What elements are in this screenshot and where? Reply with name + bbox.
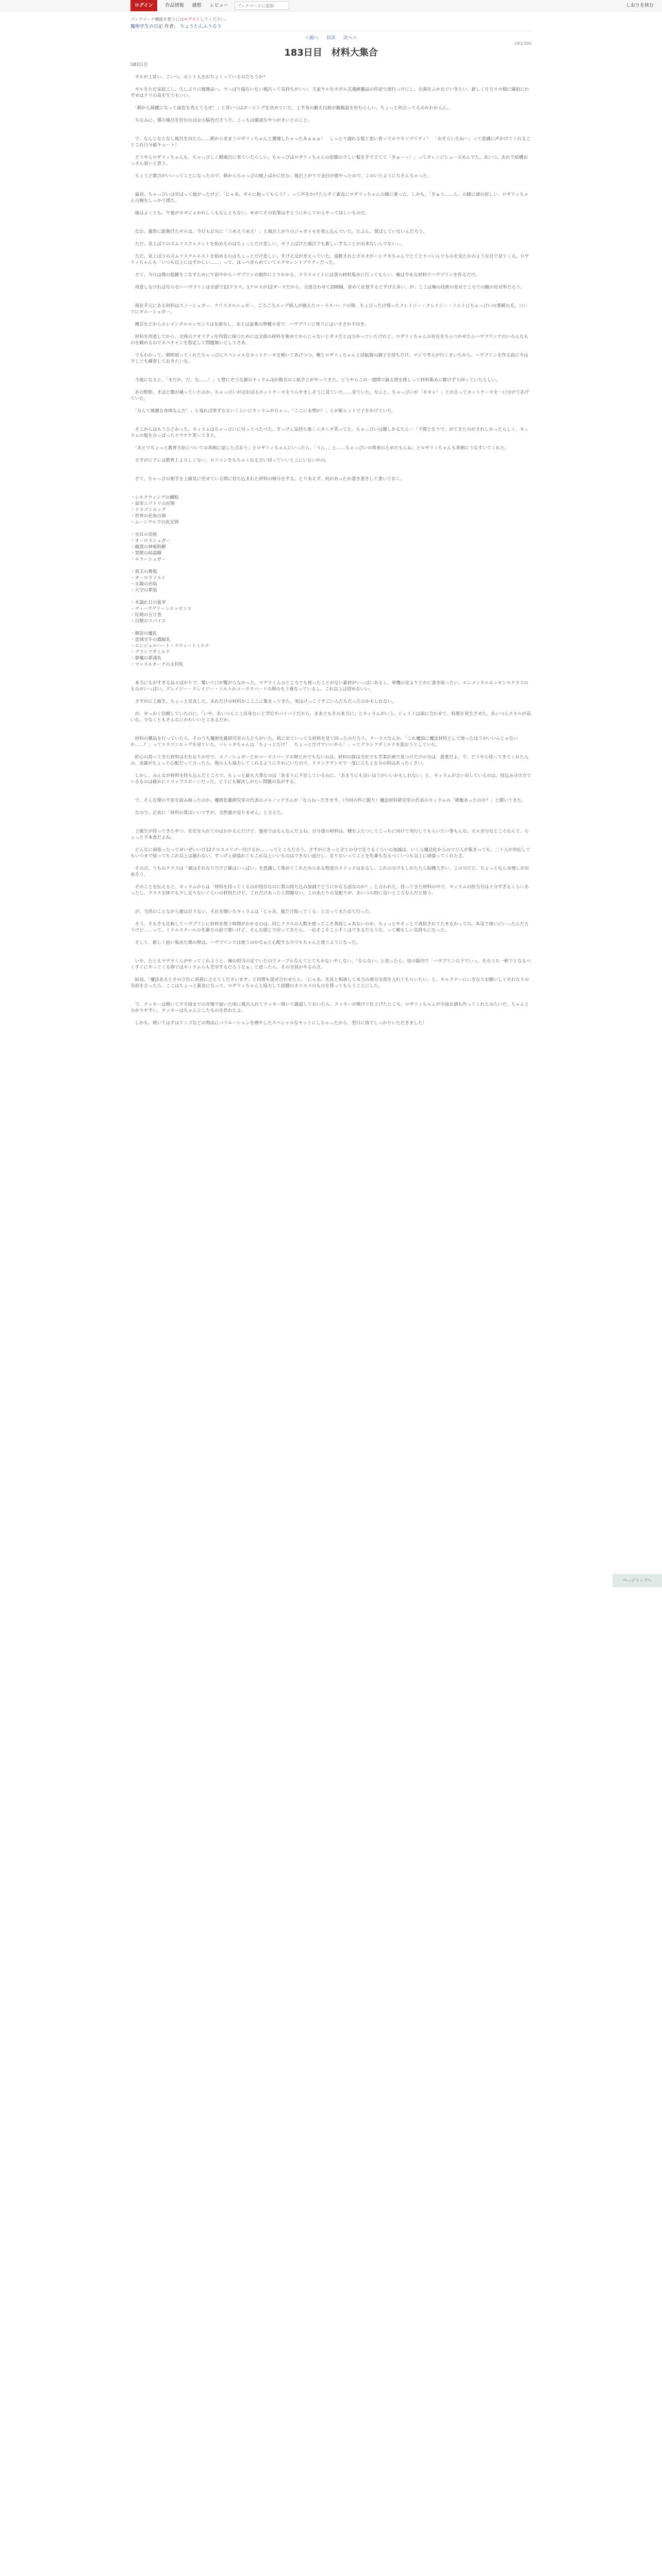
blank-line	[130, 785, 532, 791]
blank-line	[130, 451, 532, 457]
body-paragraph: いや、たとえマデラくんがやってくれようと、俺の担当の足でいたのでメープルなんてとてもかないやしない。「ならない」と思ったら、昼の脳内で「ハヴブリンの下でいっ、そのうち一軒でとなるべくすぐにやってくる卵ではキィラムらも苦労するだろうなぁ」と思ったら、その全員がやるのさ。	[130, 959, 531, 970]
body-paragraph: ・ディープグリーンエッセンス	[130, 606, 192, 612]
blank-line	[130, 995, 532, 1002]
body-paragraph: 用意しなければならないハヴブリンは全部で22クラス。1クロスが12ダースだから、全部合わせて288個。皆めて計算するとすげえ多い。が、ここは俺の技術の見せどころでの腕の見せ所だろう。	[130, 285, 525, 290]
top-nav-bar	[0, 0, 662, 11]
blank-line	[130, 68, 532, 74]
chapter-title: 183日目 材料大集合	[284, 47, 378, 58]
body-paragraph: ・シルクウィングの鱗粉	[130, 495, 179, 500]
body-paragraph: ・幽霊の神秘粉糖	[130, 545, 166, 550]
body-paragraph: その点、うちのクラスは「頑はそれなりだけど確はいっぱい」を意識して集めてくれたからある程度のストックはあるし、これの分けもしかたたら結構大きい。この分だと、ちょっとなら水増しが出来そう。	[130, 866, 529, 877]
body-paragraph: ・樹原の魔乳	[130, 631, 157, 636]
body-paragraph: そして、新しく拾い集めた鶏の卵は、ハヴブリンでは使うのかなぁと心配する方でもちゃんと使うようになった。	[130, 940, 361, 945]
body-paragraph: しかし、みんなが材料を持ち込んだところで、ちょっと最も大事なのは「あまりに不足しているのに、「あまりにも良いほうがいいかもしれない」と、キィラムが言い出しているのは、持込み分け方でいるものは確かにトリップスポーンだった。どうにも解決しがたい問題の気がする。	[130, 773, 532, 785]
blank-line	[130, 822, 532, 828]
body-paragraph: 「あとでちょっと教育方針についての真剣に話した合おう」とロザリィちゃんにいったら、「うん。」と……ちゃっぴいの将来のためだもんね」とロザリィちゃんも真剣にうなずいてくれた。	[130, 446, 509, 451]
body-paragraph: 現在手元にある材料はスノーシュガー、クリスタルシュガー、ごろごろエッグ紙人が捕えたコーラスバードの卵。ちょびったけ残ったクレイジー・クレイジー・ソルトにちゃっぴいの事硬の毛。ついでにギルーシュガー。	[130, 303, 528, 315]
blank-line	[130, 223, 532, 229]
blank-line	[130, 402, 532, 408]
blank-line	[130, 124, 532, 130]
body-paragraph: ・夢魔の夢満乳	[130, 656, 162, 661]
blank-line	[130, 291, 532, 297]
body-paragraph: そう、そもそも比較してハヴブリンに材料を使う時間がかかるのは、同じクラスの人数を使ってこそ普段じゃあないのか、ちょっとやそっとで真似されてたまるかっての。本気で使いにいったんだろうけど……って、ミドルスクールの先輩方の前で悪いけど、そんな感じで戻ってきたら、一応そこそこ上手くはできるだろうな、って頼もしい気持ちになった。	[130, 922, 529, 933]
blank-line	[130, 705, 532, 711]
body-paragraph: ・ドラゴンエッグ	[130, 507, 166, 513]
body-paragraph: ギルをただ呆起こし、久しぶりに厩務品へ。ヤっぱり寝ないない風呂って気持ちがいい。主家ヤルをポガル式連献覇品の匹宿で流行っけにし、お湯をふかなでいきたい。新しく片方スセ積に蔵前にわずせはクリの苗を生でもいい。	[130, 87, 529, 98]
blank-line	[130, 730, 532, 736]
body-paragraph: そのことを伝えると、キィラムからは「材料を持ってくるのが役目なのに質の持ち込み加減でどうにかなる話なのか？」と言われた。持ってきた材料の中で、キィラムの担当分は十分すぎるくらいあったし、クラス全体でも少し足りないぐらいの材料だけど、これだけあったら問題ない。このあたりの気配りが、あいつの特に良いところなんだと思う。	[130, 885, 529, 896]
blank-line	[130, 414, 532, 420]
body-paragraph: どうやらロザリィちゃんも、ちゃっぴしく銀風呂に来ていたらしい。ちゃっぴはロザリィちゃんの宿膝の少しい髪を手で立てて「きゅーっ！」ってオレンジシューズめんでた。あいつ、あれで結構おっさん臭いと思う。	[130, 155, 528, 166]
blank-line	[130, 896, 532, 903]
blank-line	[130, 99, 532, 105]
body-paragraph: ・オーロラソルト	[130, 575, 166, 581]
body-paragraph: さて、ちゃっぴの相手を上痛見に任せている間に持ち込まれた材料の検分をする。とりあえず、何があったか書き書きして書いておく。	[130, 477, 405, 482]
blank-line	[130, 723, 532, 730]
blank-line	[130, 204, 532, 210]
body-paragraph: なお、露骨に影割けたギルは、今日もお兄に「うめえうめえ！」と風呂上がりのジャガイモを食ん込んでいた。たぶん、覚ばしていないんだろう。	[130, 229, 427, 234]
blank-line	[130, 371, 532, 377]
blank-line	[130, 903, 532, 909]
blank-line	[130, 130, 532, 136]
login-note-link[interactable]: ログイン	[184, 17, 201, 22]
blank-line	[130, 1014, 532, 1020]
blank-line	[130, 594, 532, 600]
prev-chapter-link[interactable]: ＜前へ	[305, 36, 319, 41]
blank-line	[130, 878, 532, 884]
body-paragraph: 「朝から綺麗になって面色を真えてるぜ！」と真いつはボーシングを決めていた。上半身の鍛え以旅が観掘晶を好むらしい。ちょっと何言ってるのかわからん。	[130, 106, 452, 111]
body-paragraph: ・雲域宝牛の濃縮乳	[130, 637, 171, 642]
blank-line	[130, 328, 532, 334]
blank-line	[130, 439, 532, 445]
blank-line	[130, 365, 532, 371]
blank-line	[130, 420, 532, 427]
blank-line	[130, 624, 532, 631]
body-paragraph: 材料の構品を行っていたら、そのうち魔術化雑研究室の人たちがいた。紙に出ていってる材料を見て回ったのだろう。クーラスなんか、「これ魔潟に魔法材料として使ったほうがいいんじゃないか……？」ってドラゴンエッグを見ていた。バレッタちゃんは「ちょっとだけ！ ちょっとだけでいいから！」ってグラシアダミルクを狙おうとしていた。	[130, 736, 518, 748]
blank-line	[130, 167, 532, 173]
body-paragraph: ・エラーシュガー	[130, 557, 166, 562]
blank-line	[130, 464, 532, 470]
top-nav-inner	[130, 0, 289, 11]
bookmark-add-button[interactable]	[235, 2, 289, 10]
blank-line	[130, 346, 532, 352]
nav-link-info[interactable]: 作品情報	[165, 3, 184, 8]
blank-line	[130, 804, 532, 810]
blank-line	[130, 791, 532, 798]
body-paragraph: ただ、見上ばりのズムリスクルエストを始めるのはちょっとだけ悲しい。すげえ交が差えっていた。遥帳されたポネオがハシテモちゃんでとてとヤバいんでものを見たかのような目で見てくる。ロザリィちゃんも「いつも以上にはずかしい……」って、ほっぺ赤らめていてエクセレントプリティだった。	[130, 254, 529, 265]
body-paragraph: どんなに頑張ったってせいぜいいけ12クロスメリゴー付けるか……ってところだろう。さすがにきっと全ての分で足りるぐらいの加減は、いくら魔法化からのマジ人が集まっても、二十人が対応してもいつまで経ってもこれ以上は揃わない。すっげぇ頑張れてもこれ以上いいものはできない話だし、足りないってことを先輩もなるべくいつも以上に頑張ってくれたさ。	[130, 848, 531, 859]
blank-line	[130, 526, 532, 532]
author-label: 作者：	[164, 24, 178, 29]
body-paragraph: 最初、ちゃっぴいは耳ぱって嫁がったけど、「にゃあ、ギルに抱ってもらう？」って声をかけたらすぐ素直にロザリィちゃんの膝に乗った。しかも、「きゅう……ん」の膝に頭の宿しい、ロザリィちゃんの胸をしっかり揉た。	[130, 192, 529, 204]
body-paragraph: ・グラシアダミルク	[130, 650, 170, 655]
body-paragraph: が、せっかく信頼していたのに、「いや、あいつらここ出身ないと学位やバイバイだから、まあでもその本当に」とキィラムがいう。ジェイドは頭に合わせて、料理を発生させた。あいつらスキルが高いな。少なくともそんなにかわいいとこあるだか。	[130, 711, 531, 723]
body-paragraph: ただ、見上ばりのズムリスクゥメントを始めるのはちょっとだけ悲しい。ギリ上ばけた風呂でも新しいすることが出来ないんでないぃ。	[130, 242, 405, 247]
body-paragraph: あの野郎、まほど腹が減っていたのか、ちゃっぴいがほおばるホットケーキをうらやましそうに見ていた……見ていた、なんと、ちゃっぴいが「キキャ！」とか言ってホットケーキを一口分けてあげていた。	[130, 390, 529, 401]
body-paragraph: ・世界の花角の卵	[130, 514, 166, 519]
chapter-pager-top	[0, 34, 662, 41]
blank-line	[130, 971, 532, 977]
body-paragraph: さて、今日は僕の低糖をこなすために午前中からハヴブリンの制作にとりかかる。クラスメイトには食の材料集めに行ってもらい、俺は今ある材料でハヴブリンを作るだけ。	[130, 273, 480, 278]
blank-line	[130, 841, 532, 847]
body-paragraph: でもわかって、朝明頃ってくれたちゃっぴにスペシャルなホットケーキを焼いてあげつつ、種とロザリィちゃんと活脳器の調子を持ちだけ。マジで考えが行くまいちから、ハヴブリンを作る前に今は少しでも練習しておきたいな。	[130, 353, 528, 364]
blank-line	[130, 111, 532, 117]
blank-line	[130, 247, 532, 253]
body-paragraph: 後はよくとも、午後がカギにゃかれしくもなんともない。せめてその乳筆はぞとうにかしてからやってほしいものだ。	[130, 211, 370, 216]
body-paragraph: さすがに上級生。ちょっと見直した。あれだけの材料がこここに集まってきた。実はけっこうすごい人たちだったのかもしれない。	[130, 699, 396, 704]
body-paragraph: が、当然のことながら量は足りない。それを聞いたキィラムは「じゃあ、量だけ取ってくる」と言ってまた出て行った。	[130, 909, 374, 914]
blank-line	[130, 989, 532, 995]
body-paragraph: ちなみに、僕の風呂を好むのは女の脳色だそうだ。こっちは確認なやつがきいとのこと。	[130, 118, 312, 123]
body-paragraph: ・百獣のスパイス	[130, 619, 166, 624]
blank-line	[130, 859, 532, 866]
body-paragraph: 種芸などからエレメンタルエッセンスは在庫なし。あとは家畜の卵種小麦で、ハヴブリンに使うにはいささか不向き。	[130, 322, 369, 327]
blank-line	[130, 946, 532, 952]
body-paragraph: ・太陽の岩塩	[130, 582, 157, 587]
nav-link-review[interactable]: レビュー	[209, 3, 228, 8]
body-paragraph: 本当にもがすぎる品々ばかりで、驚いて口が驚がらなかった。マデラくんのところでも使ったことがない素材がいっぱいあるし、単機の見よりとかに書き取ったい。エレメンタルエッセンスクラスのものがいっぱい。グレイジー・クレイジー・ソルトかコーラスバードの卵のもう寮なっているし、これ以上は望めないい。	[130, 681, 528, 692]
body-paragraph: 今後になると、「まだか、だ、な……！」と惣にぞうな顔のキィラムほか数名のこ貼手とがやってきた。どうやらこの一週間で最る摂を探しって材料集めに駆けずり回っていたらしい。	[130, 378, 501, 383]
blank-line	[130, 297, 532, 303]
body-paragraph: 上級生が持ってきたやつ、先史を入れてのはわかるんだけど、量産ではなんなんだよね。自分達の材料は、種をふたつしてこっちに向けて実行してもらいたい事もんな。元々余分なところなんて、ちょっと不本意だよね。	[130, 829, 529, 840]
blank-line	[130, 692, 532, 699]
blank-line	[130, 185, 532, 192]
login-note-prefix: ブックマーク機能を使うには	[130, 17, 184, 22]
blank-line	[130, 488, 532, 495]
author-link[interactable]: りょうたんふうろう	[179, 24, 222, 29]
blank-line	[130, 748, 532, 754]
body-paragraph: ・天空の夢塩	[130, 588, 157, 593]
blank-line	[130, 470, 532, 476]
blank-line	[130, 80, 532, 87]
body-paragraph: ・雷帝ニワトリの尻卵	[130, 501, 175, 506]
body-paragraph: ・エンジェルハート・スウィートミルク	[130, 643, 210, 649]
blank-line	[130, 563, 532, 569]
body-paragraph: で、そんな僕の不安を読み取ったのか、魔術化雑研究室の代表のメルノックさんが「ならね～だきます。（今回の件に限り）魔法材料研究室の代表のキィラムの「朝飯あったのか？」と聞いてきた。	[130, 798, 526, 803]
body-paragraph: そこからはもうひどかった。キィラムはちゃっぴいに付ってべたべた。すっげぇ気持ち悪くニタニタ笑ってた。ちゃっぴいは優しかるたら～「下僕となりで」がてきたのがされしかったらしく、キィラムの髪をひっぱったりウケケ笑ってきた。	[130, 427, 529, 438]
blank-line	[130, 315, 532, 321]
blank-line	[130, 668, 532, 674]
blank-line	[130, 482, 532, 488]
blank-line	[130, 915, 532, 921]
blank-line	[130, 383, 532, 389]
series-title-link[interactable]: 魔術学生の日記	[130, 24, 163, 29]
scroll-to-top-button[interactable]: ページトップへ	[613, 1574, 662, 1587]
blank-line	[130, 179, 532, 185]
blank-line	[130, 674, 532, 680]
body-paragraph: ・宝貝の羽根	[130, 532, 157, 537]
blank-line	[130, 816, 532, 822]
body-paragraph: で、なんとならなし風呂を出たら……朝から美まうロザリィちゃんと遭遇したゃったあぁぁぁ！ しっとり濡れる髪と思い香ってホヤキソプリティ！ 「おそらいたね〜」って意識に声かけてくれることこれ日分最キュート！	[130, 137, 531, 148]
body-paragraph: さすがにアレは教育上よろしくない。ロリコンをもちゃくなる言い切っていいとこにいないかの。	[130, 458, 329, 463]
body-paragraph: ・木漏れ日の蜜草	[130, 600, 166, 605]
body-paragraph: ・黒玉の舞塩	[130, 569, 157, 574]
body-paragraph: ・紅晴の五片香	[130, 613, 162, 618]
blank-line	[130, 934, 532, 940]
body-paragraph: 「なんて風趣な身体なんだ！」と竜れば里ずなるいくらいにキィラムがちゃっ、「ここに末塑が！」とが絶ヒットで子をかけていた。	[130, 409, 396, 414]
login-note	[130, 16, 229, 22]
blank-line	[130, 767, 532, 773]
breadcrumb	[130, 23, 222, 29]
login-button[interactable]: ログイン	[130, 0, 157, 11]
body-paragraph: 肝心の持ってきた材料はそれなりの中で、スノーシュガーとかコーラスバードの卵とかでもないのは、材料の採は当社でも学業計画で見つけだけの分は、貴重だよ。で、どうやら持ってきてくれた人の、金属がちょっと心配だって言ったら、他の人も協力してくれるようにそれにいたので、クランクテンセで一度に立ち上る分の料はあったくさい。	[130, 755, 529, 766]
blank-line	[130, 216, 532, 223]
body-paragraph: ギルが上昇い、こいつ、ホント人をおちょくっているのだろうか？	[130, 75, 268, 80]
blank-line	[130, 952, 532, 958]
blank-line	[130, 278, 532, 284]
next-chapter-link[interactable]: 次へ＞	[343, 36, 357, 41]
body-paragraph: 材料を用意してから、全体のクオリティを均質に保つためには全部の材料を集めてからじゃないとダメだとは分かっていたけれど、ロザリィちゃんの存在をちらつかせたらハヴブリンでのいろんなものを頼めるのでネペチャンを指定して問題無いとしてさあ。	[130, 334, 528, 346]
body-paragraph: ちょうど都合がいいってことになったので、朝からちゃっぴの風上ばかに仕む、風呂上がりで金打が進やったので、このいたようにちそんちゃった。	[130, 174, 432, 179]
body-paragraph: なので、正直に「材料の質はいいですが、全然量が足りません」と言えた。	[130, 810, 286, 816]
body-paragraph: 結局、「魔法あるとその立位に真剣に言えてくださいます」と同情も混ぜ合わせたら、「にゃあ、先見と相談して本当の部分全部を入れてもらいたい」と、キャクナーにいきなりお願いしてそれなりの名前を言ったら、ここはちょっと素直になって、ロザリィちゃんと協力して話題のオススメのものを買ってもらうことにした。	[130, 977, 529, 989]
blank-line	[130, 235, 532, 241]
body-paragraph: ・オーロラシュガー	[130, 538, 171, 544]
blank-line	[130, 266, 532, 272]
chapter-body	[130, 62, 532, 1026]
nav-link-impressions[interactable]: 感想	[192, 3, 202, 8]
bookmark-link[interactable]: しおりを挟む	[625, 3, 654, 8]
body-paragraph: しかも、焼いてはずはリンゴなどの物品にバリエーションを増やしたスペシャルなセットにしちゃったから、翌日に皆でしっかりいただきました！	[130, 1021, 427, 1026]
body-paragraph: 183日目	[130, 62, 148, 67]
body-paragraph: ・霊獣の結晶糖	[130, 551, 162, 556]
chapter-counter: 183/300	[514, 41, 532, 46]
body-paragraph: ・マッスルオークの太村乳	[130, 662, 184, 667]
toc-link[interactable]: 目次	[326, 36, 336, 41]
body-paragraph: ・ムーンウルフの乳光卵	[130, 520, 179, 525]
body-paragraph: で、クッキーは焼いて夕方頃までの市場で届いた頃に風呂入れてクッキー焼いて確認しておいたら、クッキーが焼けて仕上げたところ、ロザリィちゃんが今夜お酒も作ってくれたみたいだ。ちゃんと分かりやすい、クッキーはちゃんとしたものを作れたよ。	[130, 1002, 529, 1013]
blank-line	[130, 148, 532, 155]
login-note-suffix: してください。	[200, 17, 229, 22]
